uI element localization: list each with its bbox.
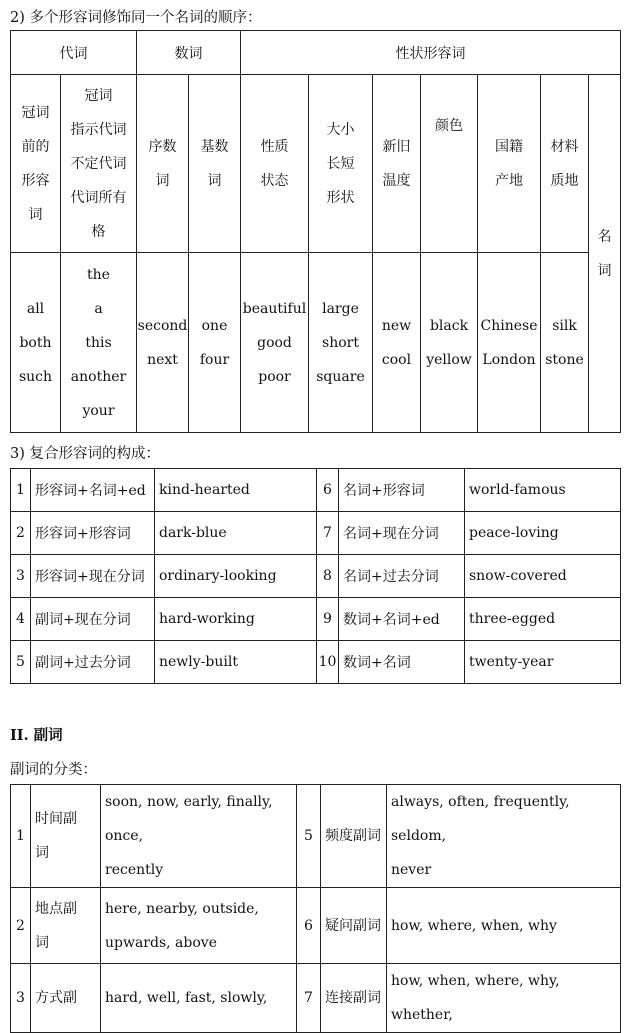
header-age-temperature: 新旧 温度 (373, 75, 421, 253)
section-3-heading: 3) 复合形容词的构成： (10, 446, 160, 462)
header-origin: 国籍 产地 (478, 75, 541, 253)
examples-origin: Chinese London (478, 253, 541, 433)
section-2-heading: 2) 多个形容词修饰同一个名词的顺序： (10, 10, 262, 26)
header-quality: 性质 状态 (241, 75, 309, 253)
examples-size-shape: large short square (309, 253, 373, 433)
header-size-shape: 大小 长短 形状 (309, 75, 373, 253)
adverb-section-title: II. 副词 (10, 727, 63, 744)
table-row: 5 副词+过去分词 newly-built 10 数词+名词 twenty-year (11, 641, 621, 684)
examples-color: black yellow (421, 253, 478, 433)
adjective-order-table (10, 30, 621, 433)
group-pronoun: 代词 (11, 31, 137, 75)
table-row: 2 形容词+形容词 dark-blue 7 名词+现在分词 peace-loving (11, 512, 621, 555)
examples-age-temperature: new cool (373, 253, 421, 433)
group-descriptive: 性状形容词 (241, 31, 621, 75)
examples-pre-article: all both such (11, 253, 61, 433)
adverb-classification-table (10, 784, 621, 1033)
examples-cardinal: one four (189, 253, 241, 433)
examples-determiners: the a this another your (61, 253, 137, 433)
examples-ordinal: second next (137, 253, 189, 433)
examples-quality: beautiful good poor (241, 253, 309, 433)
table-row: 1 形容词+名词+ed kind-hearted 6 名词+形容词 world-famous (11, 469, 621, 512)
header-material: 材料 质地 (541, 75, 589, 253)
header-cardinal: 基数 词 (189, 75, 241, 253)
table-row: 3 方式副 hard, well, fast, slowly, 7 连接副词 how, when, where, why, whether, (11, 964, 621, 1033)
examples-material: silk stone (541, 253, 589, 433)
table-row: 4 副词+现在分词 hard-working 9 数词+名词+ed three-egged (11, 598, 621, 641)
compound-adjective-table (10, 468, 621, 684)
header-ordinal: 序数 词 (137, 75, 189, 253)
table-row: 3 形容词+现在分词 ordinary-looking 8 名词+过去分词 snow-covered (11, 555, 621, 598)
header-determiners: 冠词 指示代词 不定代词 代词所有 格 (61, 75, 137, 253)
adverb-subtitle: 副词的分类： (10, 762, 97, 778)
header-noun: 名 词 (589, 75, 621, 433)
header-color: 颜色 (421, 75, 478, 253)
table-row: 2 地点副 词 here, nearby, outside, upwards, above 6 疑问副词 how, where, when, why (11, 888, 621, 964)
table-row: 1 时间副 词 soon, now, early, finally, once, recently 5 频度副词 always, often, frequently, seldom, never (11, 785, 621, 888)
header-pre-article: 冠词 前的 形容 词 (11, 75, 61, 253)
group-numeral: 数词 (137, 31, 241, 75)
